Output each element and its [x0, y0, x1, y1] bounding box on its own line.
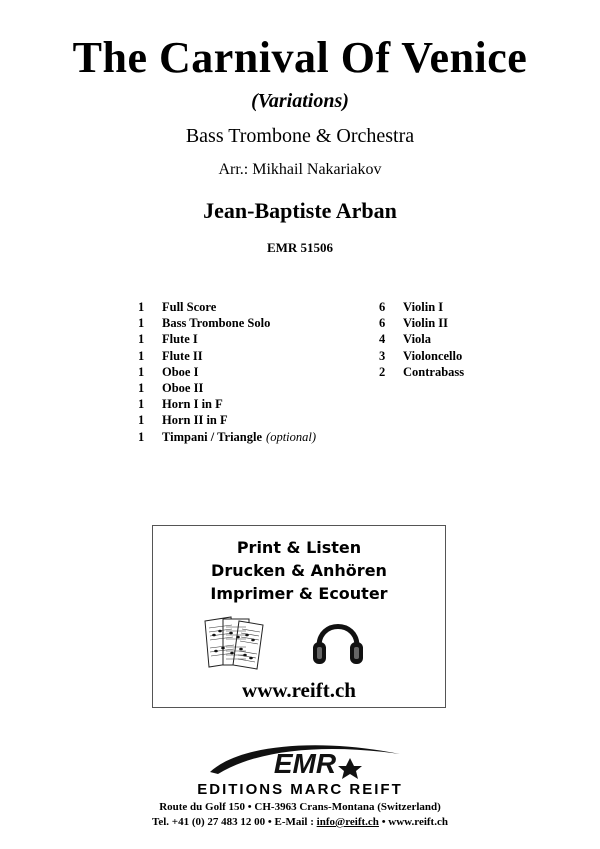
part-row	[138, 299, 368, 315]
parts-list-right	[379, 299, 539, 380]
part-name: Viola	[403, 332, 432, 347]
part-name: Flute II	[162, 348, 203, 363]
instrumentation: Bass Trombone & Orchestra	[185, 125, 415, 147]
part-quantity: 6	[379, 300, 386, 314]
part-name: Oboe II	[162, 380, 204, 395]
catalog-number: EMR 51506	[266, 240, 334, 255]
part-quantity: 1	[138, 429, 145, 444]
part-quantity: 2	[379, 364, 386, 379]
email-link[interactable]: info@reift.ch	[316, 816, 379, 828]
part-name: Flute I	[162, 332, 198, 347]
page-title: The Carnival Of Venice	[72, 33, 528, 82]
publisher-name: EDITIONS MARC REIFT	[197, 781, 403, 798]
part-row	[138, 380, 368, 396]
part-name: Violin I	[403, 300, 444, 314]
publisher-contact	[0, 815, 600, 830]
print-listen-box	[152, 525, 446, 708]
part-quantity: 1	[138, 364, 145, 379]
logo-text: EMR	[273, 748, 337, 779]
arranger: Arr.: Mikhail Nakariakov	[218, 161, 382, 178]
sheet-music-icon	[201, 613, 267, 671]
part-quantity: 1	[138, 300, 145, 314]
promo-line-german: Drucken & Anhören	[211, 561, 387, 580]
headphones-icon	[311, 612, 365, 670]
part-row	[138, 348, 368, 364]
part-quantity: 6	[379, 316, 386, 331]
part-row	[138, 331, 368, 347]
part-name: Timpani / Triangle	[162, 429, 263, 444]
part-name: Horn II in F	[162, 413, 228, 428]
part-row	[379, 364, 539, 380]
part-row	[138, 429, 368, 445]
part-row	[138, 412, 368, 428]
part-row	[379, 315, 539, 331]
emr-logo	[200, 740, 410, 780]
part-row	[379, 348, 539, 364]
part-name: Bass Trombone Solo	[162, 316, 271, 331]
part-quantity: 1	[138, 413, 145, 428]
part-quantity: 3	[379, 348, 386, 363]
part-quantity: 1	[138, 316, 145, 331]
promo-website-link[interactable]: www.reift.ch	[242, 678, 356, 702]
part-row	[138, 315, 368, 331]
composer: Jean-Baptiste Arban	[203, 198, 397, 223]
promo-line-english: Print & Listen	[236, 538, 362, 557]
promo-line-french: Imprimer & Ecouter	[210, 584, 388, 603]
contact-website: • www.reift.ch	[378, 816, 448, 828]
parts-list-left	[138, 299, 368, 445]
subtitle: (Variations)	[251, 90, 349, 112]
part-row	[138, 396, 368, 412]
part-name: Oboe I	[162, 364, 199, 379]
part-quantity: 1	[138, 348, 145, 363]
part-row	[379, 299, 539, 315]
part-name: Contrabass	[403, 364, 465, 379]
part-quantity: 4	[379, 332, 386, 347]
part-name: Violin II	[403, 316, 449, 331]
part-row	[379, 331, 539, 347]
part-name: Horn I in F	[162, 397, 223, 412]
publisher-address: Route du Golf 150 • CH-3963 Crans-Montana (Switzerland)	[159, 801, 441, 813]
part-name: Full Score	[162, 300, 217, 314]
part-quantity: 1	[138, 380, 145, 395]
part-note-optional: (optional)	[266, 429, 317, 444]
contact-phone: Tel. +41 (0) 27 483 12 00 • E-Mail :	[152, 816, 317, 828]
part-row	[138, 364, 368, 380]
part-name: Violoncello	[403, 348, 463, 363]
part-quantity: 1	[138, 332, 145, 347]
part-quantity: 1	[138, 397, 145, 412]
